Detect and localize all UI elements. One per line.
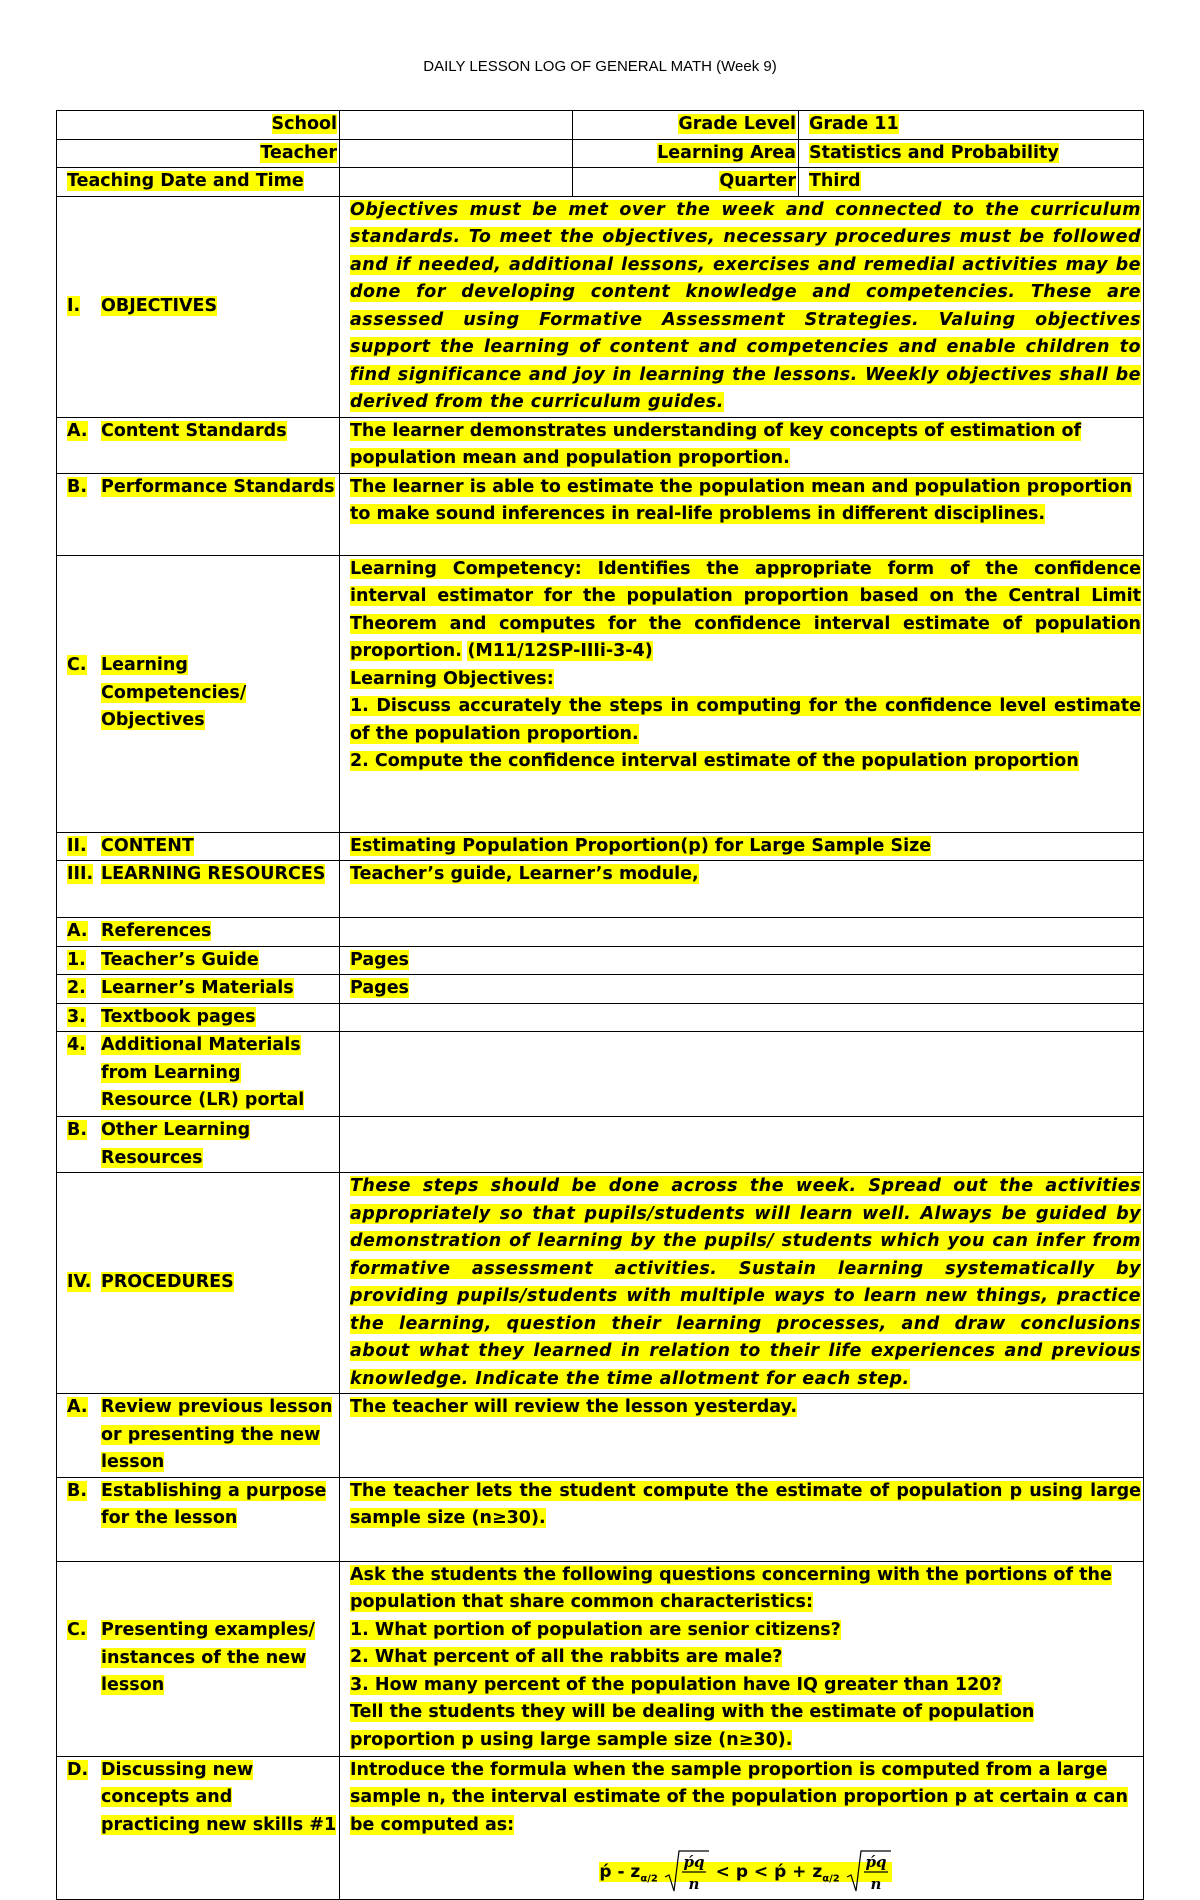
other-resources-row bbox=[57, 1117, 1144, 1173]
teachers-guide-value: Pages bbox=[350, 949, 409, 970]
school-label-cell bbox=[57, 111, 340, 140]
references-row bbox=[57, 918, 1144, 947]
additional-materials-row bbox=[57, 1032, 1144, 1117]
learners-materials-label: Learner’s Materials bbox=[101, 978, 294, 998]
formula-minus: - bbox=[617, 1862, 625, 1882]
quarter-value: Third bbox=[809, 171, 861, 191]
references-label: References bbox=[101, 921, 212, 941]
learning-resources-row bbox=[57, 861, 1144, 918]
objectives-row bbox=[57, 196, 1144, 417]
resources-value: Teacher’s guide, Learner’s module, bbox=[350, 864, 699, 884]
other-resources-num: B. bbox=[67, 1120, 87, 1140]
references-num: A. bbox=[67, 921, 88, 941]
teaching-date-label: Teaching Date and Time bbox=[67, 171, 304, 191]
review-label: Review previous lesson or presenting the new lesson bbox=[101, 1397, 333, 1472]
resources-label: LEARNING RESOURCES bbox=[101, 864, 326, 884]
procedures-label: PROCEDURES bbox=[101, 1272, 234, 1293]
formula-expression bbox=[599, 1853, 891, 1893]
date-row bbox=[57, 168, 1144, 197]
school-label: School bbox=[271, 114, 337, 134]
formula-plus: + bbox=[792, 1862, 807, 1882]
additional-materials-label: Additional Materials from Learning Resource (LR) portal bbox=[101, 1035, 305, 1110]
page-title: DAILY LESSON LOG OF GENERAL MATH (Week 9) bbox=[423, 58, 777, 75]
purpose-num: B. bbox=[67, 1480, 87, 1501]
teacher-label: Teacher bbox=[260, 142, 337, 163]
formula-numerator-left: ṕq bbox=[683, 1853, 705, 1871]
content-standards-value: The learner demonstrates understanding of key concepts of estimation of population mean and population proportion. bbox=[350, 420, 1082, 468]
formula-sqrt-right-icon bbox=[846, 1849, 892, 1895]
purpose-label: Establishing a purpose for the lesson bbox=[101, 1480, 327, 1528]
grade-label: Grade Level bbox=[678, 114, 796, 134]
examples-question-3: 3. How many percent of the population have IQ greater than 120? bbox=[350, 1674, 1002, 1695]
quarter-label: Quarter bbox=[719, 171, 796, 191]
performance-standards-label: Performance Standards bbox=[101, 476, 335, 497]
content-standards-num: A. bbox=[67, 420, 88, 441]
competencies-num: C. bbox=[67, 655, 87, 676]
grade-value: Grade 11 bbox=[809, 114, 899, 134]
formula-denominator-left: n bbox=[688, 1875, 700, 1893]
formula-numerator-right: ṕq bbox=[865, 1853, 887, 1871]
formula-z-sub-right: α/2 bbox=[822, 1873, 840, 1885]
examples-row bbox=[57, 1561, 1144, 1756]
school-row bbox=[57, 111, 1144, 140]
content-row bbox=[57, 832, 1144, 861]
performance-standards-num: B. bbox=[67, 476, 87, 497]
review-value: The teacher will review the lesson yesterday. bbox=[350, 1397, 797, 1417]
formula-z-sub-left: α/2 bbox=[640, 1873, 658, 1885]
purpose-row bbox=[57, 1477, 1144, 1561]
learning-area-value: Statistics and Probability bbox=[809, 142, 1059, 163]
examples-question-1: 1. What portion of population are senior citizens? bbox=[350, 1619, 841, 1640]
teachers-guide-label: Teacher’s Guide bbox=[101, 949, 259, 970]
procedures-note: These steps should be done across the week. Spread out the activities appropriately so that pupils/students will learn well. Always be guided by demonstration of learning by the pupils/ students which you can infer from formative assessment activities. Sustain learning systematically by providing pupils/students with multiple ways to learn new things, practice the learning, question their learning processes, and draw conclusions about what they learned in relation to their life experiences and previous knowledge. Indicate the time allotment for each step. bbox=[350, 1176, 1141, 1389]
competencies-label: Learning Competencies/ Objectives bbox=[101, 655, 247, 731]
textbook-pages-label: Textbook pages bbox=[101, 1006, 256, 1027]
content-label: CONTENT bbox=[101, 835, 194, 856]
procedures-num: IV. bbox=[67, 1272, 92, 1293]
objectives-note: Objectives must be met over the week and connected to the curriculum standards. To meet the objectives, necessary procedures must be followed and if needed, additional lessons, exercises and remedial activities may be done for developing content knowledge and competencies. These are assessed using Formative Assessment Strategies. Valuing objectives support the learning of content and competencies and enable children to find significance and joy in learning the lessons. Weekly objectives shall be derived from the curriculum guides. bbox=[350, 199, 1141, 412]
learning-competency: Learning Competency: Identifies the appropriate form of the confidence interval estimator for the population proportion based on the Central Limit Theorem and computes for the confidence interval estimate of population proportion. bbox=[350, 558, 1141, 661]
examples-num: C. bbox=[67, 1620, 87, 1641]
content-standards-label: Content Standards bbox=[101, 420, 287, 441]
formula-z-right: z bbox=[812, 1862, 823, 1882]
procedures-row bbox=[57, 1173, 1144, 1394]
learners-materials-row bbox=[57, 975, 1144, 1004]
teachers-guide-row bbox=[57, 946, 1144, 975]
formula-middle: < p < bbox=[715, 1862, 769, 1882]
performance-standards-row bbox=[57, 473, 1144, 555]
school-value bbox=[340, 111, 573, 140]
resources-num: III. bbox=[67, 864, 94, 884]
teaching-date-value bbox=[340, 168, 573, 197]
formula-z-left: z bbox=[630, 1862, 641, 1882]
formula-p-hat-right: ṕ bbox=[774, 1862, 787, 1882]
content-standards-row bbox=[57, 417, 1144, 473]
content-value: Estimating Population Proportion(p) for Large Sample Size bbox=[350, 835, 932, 856]
learning-objectives-heading: Learning Objectives: bbox=[350, 668, 554, 689]
examples-question-2: 2. What percent of all the rabbits are male? bbox=[350, 1647, 783, 1667]
textbook-pages-row bbox=[57, 1003, 1144, 1032]
learning-area-label: Learning Area bbox=[657, 142, 796, 163]
learning-objective-2: 2. Compute the confidence interval estimate of the population proportion bbox=[350, 751, 1079, 771]
performance-standards-value: The learner is able to estimate the population mean and population proportion to make sound inferences in real-life problems in different disciplines. bbox=[350, 476, 1132, 524]
confidence-interval-formula bbox=[350, 1839, 1141, 1899]
formula-p-hat-left: ṕ bbox=[599, 1862, 612, 1882]
discussing-label: Discussing new concepts and practicing new skills #1 bbox=[101, 1759, 337, 1835]
teacher-value bbox=[340, 139, 573, 168]
grade-value-cell bbox=[799, 111, 1144, 140]
grade-label-cell bbox=[573, 111, 799, 140]
additional-materials-num: 4. bbox=[67, 1035, 86, 1055]
learning-objective-1: 1. Discuss accurately the steps in computing for the confidence level estimate of the population proportion. bbox=[350, 696, 1141, 744]
examples-label: Presenting examples/ instances of the new lesson bbox=[101, 1620, 315, 1696]
learners-materials-num: 2. bbox=[67, 978, 86, 998]
formula-denominator-right: n bbox=[870, 1875, 882, 1893]
teachers-guide-num: 1. bbox=[67, 949, 86, 970]
objectives-num: I. bbox=[67, 295, 81, 316]
objectives-label: OBJECTIVES bbox=[101, 295, 218, 316]
teacher-row bbox=[57, 139, 1144, 168]
learners-materials-value: Pages bbox=[350, 978, 409, 998]
content-num: II. bbox=[67, 835, 87, 856]
lesson-log-table bbox=[56, 110, 1144, 1900]
competency-code: (M11/12SP-IIIi-3-4) bbox=[467, 641, 653, 661]
discussing-row bbox=[57, 1756, 1144, 1900]
purpose-value: The teacher lets the student compute the estimate of population p using large sample size (n≥30). bbox=[350, 1480, 1141, 1528]
formula-sqrt-left-icon bbox=[664, 1849, 710, 1895]
discussing-num: D. bbox=[67, 1759, 89, 1780]
review-num: A. bbox=[67, 1397, 88, 1417]
review-row bbox=[57, 1394, 1144, 1478]
other-resources-label: Other Learning Resources bbox=[101, 1120, 251, 1168]
examples-intro: Ask the students the following questions concerning with the portions of the population that share common characteristics: bbox=[350, 1564, 1112, 1612]
textbook-pages-num: 3. bbox=[67, 1006, 86, 1027]
competencies-row bbox=[57, 555, 1144, 832]
discussing-value: Introduce the formula when the sample proportion is computed from a large sample n, the interval estimate of the population proportion p at certain α can be computed as: bbox=[350, 1759, 1128, 1835]
examples-outro: Tell the students they will be dealing with the estimate of population proportion p using large sample size (n≥30). bbox=[350, 1702, 1035, 1750]
